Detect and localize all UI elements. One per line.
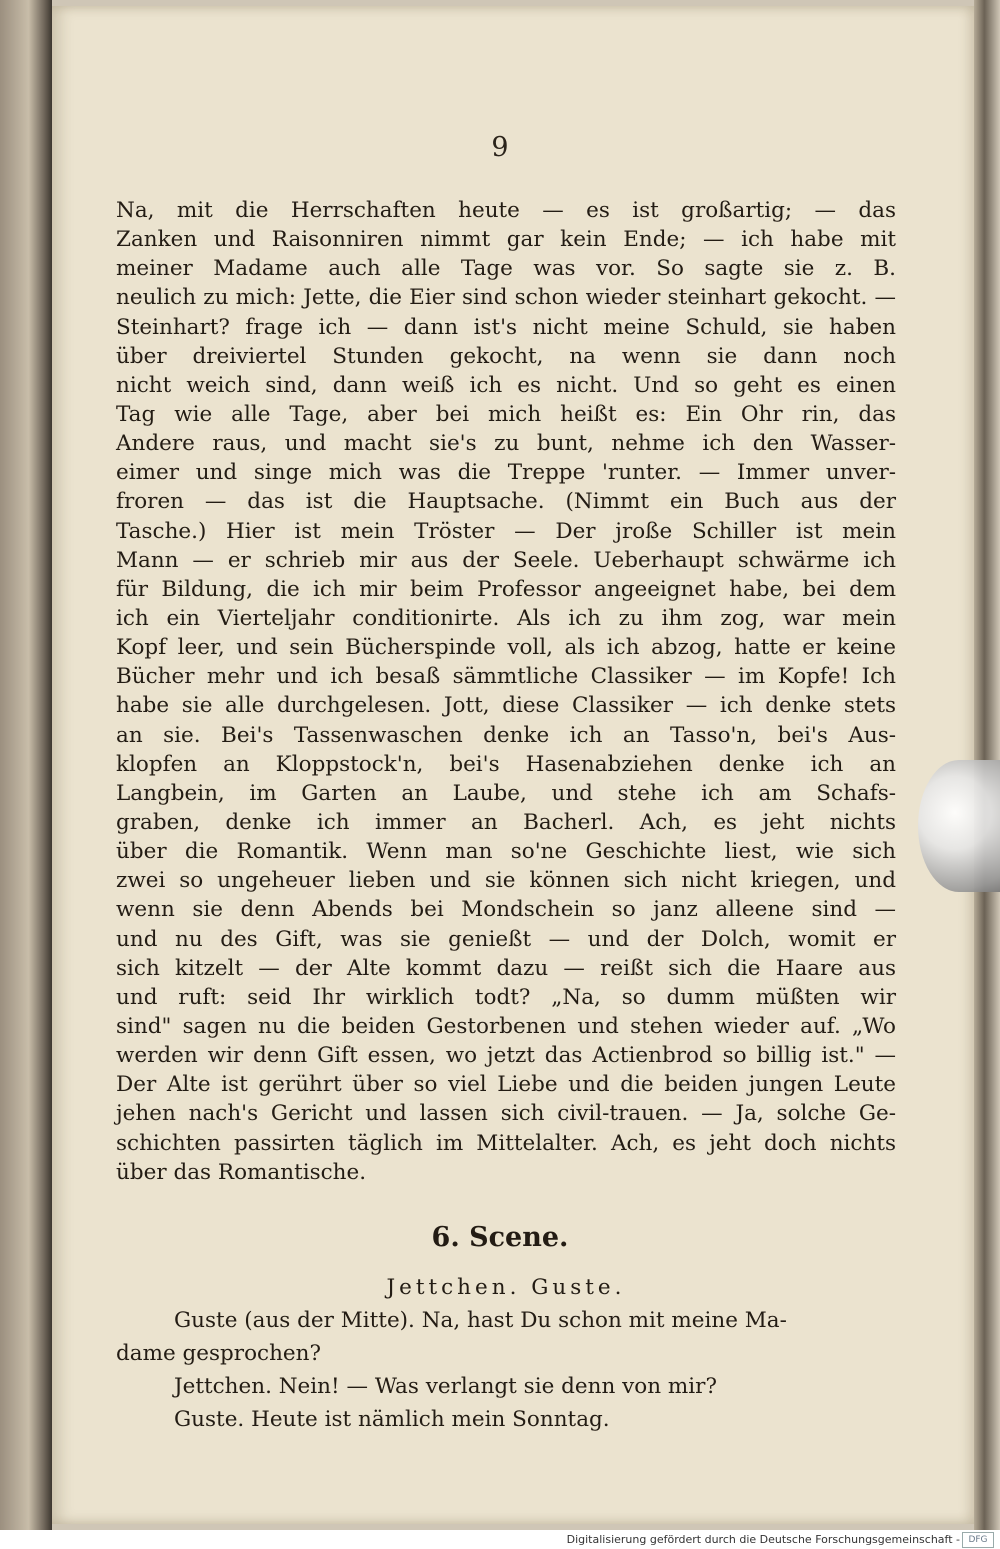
text-line: Andere raus, und macht sie's zu bunt, nehme ich den Wasser- [116,431,896,457]
text-line: Kopf leer, und sein Bücherspinde voll, als ich abzog, hatte er keine [116,635,896,661]
text-line: für Bildung, die ich mir beim Professor angeeignet habe, bei dem [116,576,896,602]
text-line: froren — das ist die Hauptsache. (Nimmt ein Buch aus der [116,489,896,515]
text-line: Tag wie alle Tage, aber bei mich heißt es: Ein Ohr rin, das [116,401,896,427]
dialogue-line: Guste. Heute ist nämlich mein Sonntag. [174,1407,610,1432]
text-line: Tasche.) Hier ist mein Tröster — Der jroße Schiller ist mein [116,518,896,544]
left-page-edge [0,0,52,1530]
text-line: über dreiviertel Stunden gekocht, na wenn sie dann noch [116,343,896,369]
scene-dialogue [116,1271,896,1436]
text-line: Langbein, im Garten an Laube, und stehe ich am Schafs- [116,780,896,806]
text-line: sich kitzelt — der Alte kommt dazu — reißt sich die Haare aus [116,955,896,981]
text-line: Zanken und Raisonniren nimmt gar kein Ende; — ich habe mit [116,227,896,253]
text-line: ich ein Vierteljahr conditionirte. Als ich zu ihm zog, war mein [116,605,896,631]
character-list: Jettchen. Guste. [386,1275,626,1300]
text-line: Na, mit die Herrschaften heute — es ist großartig; — das [116,198,896,223]
scene-heading: 6. Scene. [431,1222,569,1253]
text-line: über die Romantik. Wenn man so'ne Geschichte liest, wie sich [116,839,896,865]
text-line: Bücher mehr und ich besaß sämmtliche Classiker — im Kopfe! Ich [116,664,896,690]
text-line: nicht weich sind, dann weiß ich es nicht. Und so geht es einen [116,372,896,398]
text-line: sind" sagen nu die beiden Gestorbenen und stehen wieder auf. „Wo [116,1013,896,1039]
text-line: Steinhart? frage ich — dann ist's nicht meine Schuld, sie haben [116,314,896,340]
text-line: werden wir denn Gift essen, wo jetzt das Actienbrod so billig ist." — [116,1043,896,1069]
dialogue-line: Jettchen. Nein! — Was verlangt sie denn von mir? [174,1374,717,1399]
text-line: meiner Madame auch alle Tage was vor. So sagte sie z. B. [116,256,896,282]
dfg-logo: DFG [962,1532,994,1548]
text-line: an sie. Bei's Tassenwaschen denke ich an Tasso'n, bei's Aus- [116,722,896,748]
dialogue-line: Guste (aus der Mitte). Na, hast Du schon mit meine Ma- [174,1308,787,1333]
text-line: Der Alte ist gerührt über so viel Liebe und die beiden jungen Leute [116,1072,896,1098]
monologue-text [116,196,896,1187]
text-line: zwei so ungeheuer lieben und sie können sich nicht kriegen, und [116,868,896,894]
text-line: jehen nach's Gericht und lassen sich civil-trauen. — Ja, solche Ge- [116,1101,896,1127]
text-line: graben, denke ich immer an Bacherl. Ach, es jeht nichts [116,809,896,835]
dialogue-line: dame gesprochen? [116,1341,322,1366]
text-line: eimer und singe mich was die Treppe 'runter. — Immer unver- [116,460,896,486]
text-line: schichten passirten täglich im Mittelalter. Ach, es jeht doch nichts [116,1130,896,1156]
text-line: und nu des Gift, was sie genießt — und der Dolch, womit er [116,926,896,952]
text-line: und ruft: seid Ihr wirklich todt? „Na, so dumm müßten wir [116,984,896,1010]
funding-credit: Digitalisierung gefördert durch die Deutsche Forschungsgemeinschaft - [566,1533,960,1546]
page-number: 9 [491,132,509,163]
text-line: wenn sie denn Abends bei Mondschein so janz alleene sind — [116,897,896,923]
text-line: habe sie alle durchgelesen. Jott, diese Classiker — ich denke stets [116,693,896,719]
text-line: neulich zu mich: Jette, die Eier sind schon wieder steinhart gekocht. — [116,285,896,311]
thumb-index-tab [918,760,1000,892]
text-line: klopfen an Kloppstock'n, bei's Hasenabziehen denke ich an [116,751,896,777]
text-line: über das Romantische. [116,1159,367,1185]
text-line: Mann — er schrieb mir aus der Seele. Ueberhaupt schwärme ich [116,547,896,573]
